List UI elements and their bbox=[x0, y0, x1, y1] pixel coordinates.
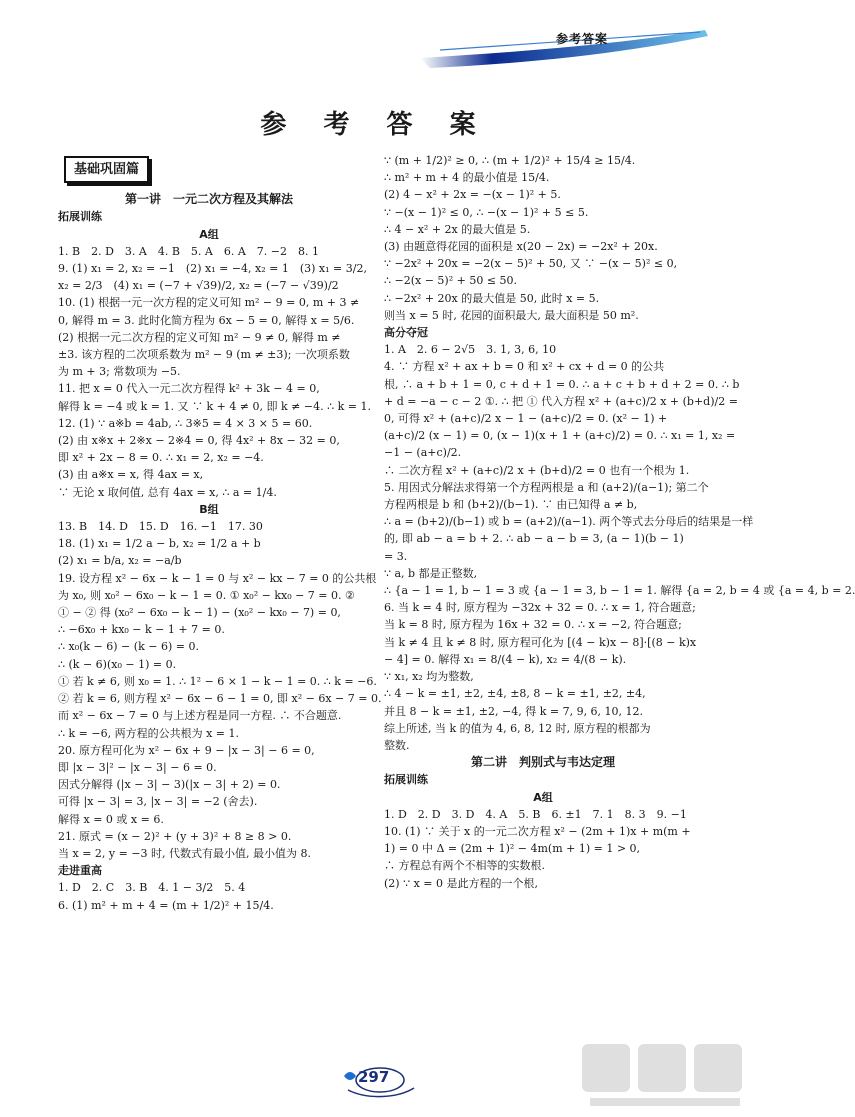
left_column-line: B组 bbox=[199, 502, 219, 516]
left_column-line: 6. (1) m² + m + 4 = (m + 1/2)² + 15/4. bbox=[58, 898, 274, 912]
right_column-line: 则当 x = 5 时, 花园的面积最大, 最大面积是 50 m². bbox=[384, 308, 639, 322]
left_column-line: 为 m + 3; 常数项为 −5. bbox=[58, 365, 181, 379]
left_column-line: (2) 根据一元二次方程的定义可知 m² − 9 ≠ 0, 解得 m ≠ bbox=[58, 330, 341, 344]
left_column-line: (2) x₁ = b/a, x₂ = −a/b bbox=[58, 554, 182, 568]
left_column-line: ∴ (k − 6)(x₀ − 1) = 0. bbox=[58, 657, 177, 671]
page-title: 参 考 答 案 bbox=[260, 110, 490, 140]
right_column-line: ∴ a = (b+2)/(b−1) 或 b = (a+2)/(a−1). 两个等式去分母后的结果是一样 bbox=[384, 515, 754, 529]
left_column-line: 即 x² + 2x − 8 = 0. ∴ x₁ = 2, x₂ = −4. bbox=[58, 451, 264, 465]
right_column-line: 1) = 0 中 Δ = (2m + 1)² − 4m(m + 1) = 1 > 0, bbox=[384, 842, 641, 856]
left_column-line: 第一讲 一元二次方程及其解法 bbox=[124, 192, 293, 207]
right_column-line: 当 k ≠ 4 且 k ≠ 8 时, 原方程可化为 [(4 − k)x − 8]·[(8 − k)x bbox=[384, 635, 697, 649]
left_column-line: 12. (1) ∵ a※b = 4ab, ∴ 3※5 = 4 × 3 × 5 = 60. bbox=[58, 416, 313, 430]
right_column-line: 综上所述, 当 k 的值为 4, 6, 8, 12 时, 原方程的根都为 bbox=[384, 721, 651, 735]
left_column-line: A组 bbox=[199, 227, 219, 241]
right_column-line: ∴ 4 − k = ±1, ±2, ±4, ±8, 8 − k = ±1, ±2, ±4, bbox=[384, 687, 646, 701]
left_column-line: 可得 |x − 3| = 3, |x − 3| = −2 (舍去). bbox=[58, 795, 258, 809]
left_column-line: 9. (1) x₁ = 2, x₂ = −1 (2) x₁ = −4, x₂ = 1 (3) x₁ = 3/2, bbox=[58, 262, 367, 276]
left_column-line: 为 x₀, 则 x₀² − 6x₀ − k − 1 = 0. ① x₀² − kx₀ − 7 = 0. ② bbox=[58, 588, 355, 602]
left_column-line: ∵ 无论 x 取何值, 总有 4ax = x, ∴ a = 1/4. bbox=[58, 485, 277, 499]
left_column-line: ① − ② 得 (x₀² − 6x₀ − k − 1) − (x₀² − kx₀ − 7) = 0, bbox=[58, 606, 341, 620]
right_column-line: ∵ −(x − 1)² ≤ 0, ∴ −(x − 1)² + 5 ≤ 5. bbox=[384, 205, 589, 219]
left_column-line: 13. B 14. D 15. D 16. −1 17. 30 bbox=[58, 520, 263, 534]
header-band bbox=[0, 0, 750, 80]
right_column-line: ∵ (m + 1/2)² ≥ 0, ∴ (m + 1/2)² + 15/4 ≥ 15/4. bbox=[384, 154, 636, 167]
left_column-line: ① 若 k ≠ 6, 则 x₀ = 1. ∴ 1² − 6 × 1 − k − 1 = 0. ∴ k = −6. bbox=[58, 674, 377, 688]
right_column-line: 6. 当 k = 4 时, 原方程为 −32x + 32 = 0. ∴ x = 1, 符合题意; bbox=[384, 601, 696, 615]
left_column-line: 0, 解得 m = 3. 此时化简方程为 6x − 5 = 0, 解得 x = 5/6. bbox=[58, 313, 355, 327]
left_column-line: 19. 设方程 x² − 6x − k − 1 = 0 与 x² − kx − 7 = 0 的公共根 bbox=[58, 571, 377, 585]
right_column-line: 10. (1) ∵ 关于 x 的一元二次方程 x² − (2m + 1)x + m(m + bbox=[384, 824, 691, 838]
page-number-badge bbox=[338, 1062, 418, 1102]
left_column-line: 20. 原方程可化为 x² − 6x + 9 − |x − 3| − 6 = 0, bbox=[58, 743, 315, 757]
header-tag: 参考答案 bbox=[556, 32, 609, 46]
right_column-line: 1. A 2. 6 − 2√5 3. 1, 3, 6, 10 bbox=[384, 343, 557, 357]
left_column-line: 而 x² − 6x − 7 = 0 与上述方程是同一方程. ∴ 不合题意. bbox=[58, 709, 342, 723]
right_column-line: (3) 由题意得花园的面积是 x(20 − 2x) = −2x² + 20x. bbox=[384, 240, 658, 254]
left_column-line: 1. D 2. C 3. B 4. 1 − 3/2 5. 4 bbox=[58, 881, 246, 895]
right_column-line: A组 bbox=[533, 790, 553, 804]
left_column-line: ∴ −6x₀ + kx₀ − k − 1 + 7 = 0. bbox=[58, 623, 225, 637]
right_column-line: ∵ a, b 都是正整数, bbox=[384, 566, 478, 580]
right_column-line: (a+c)/2 (x − 1) = 0, (x − 1)(x + 1 + (a+c)/2) = 0. ∴ x₁ = 1, x₂ = bbox=[384, 429, 736, 443]
right_column-line: 第二讲 判别式与韦达定理 bbox=[470, 755, 615, 770]
right_column-line: 拓展训练 bbox=[384, 773, 428, 787]
right_column-line: ∴ 二次方程 x² + (a+c)/2 x + (b+d)/2 = 0 也有一个根为 1. bbox=[384, 463, 690, 477]
left_column-line: 当 x = 2, y = −3 时, 代数式有最小值, 最小值为 8. bbox=[58, 846, 312, 860]
left_column-line: (2) 由 x※x + 2※x − 2※4 = 0, 得 4x² + 8x − 32 = 0, bbox=[58, 434, 340, 448]
right_column-line: 5. 用因式分解法求得第一个方程两根是 a 和 (a+2)/(a−1); 第二个 bbox=[384, 480, 709, 494]
left_column-line: 18. (1) x₁ = 1/2 a − b, x₂ = 1/2 a + b bbox=[58, 537, 261, 551]
right_column-line: 的, 即 ab − a = b + 2. ∴ ab − a − b = 3, (a − 1)(b − 1) bbox=[384, 532, 684, 546]
left_column-line: ∴ x₀(k − 6) − (k − 6) = 0. bbox=[58, 640, 199, 654]
right_column-line: ∴ {a − 1 = 1, b − 1 = 3 或 {a − 1 = 3, b − 1 = 1. 解得 {a = 2, b = 4 或 {a = 4, b = 2. bbox=[384, 584, 855, 598]
left_column-line: 解得 x = 0 或 x = 6. bbox=[58, 812, 164, 826]
left_column-line: 即 |x − 3|² − |x − 3| − 6 = 0. bbox=[58, 760, 217, 774]
right_column-line: ∴ −2x² + 20x 的最大值是 50, 此时 x = 5. bbox=[384, 291, 600, 305]
right_column-line: = 3. bbox=[384, 549, 408, 563]
right_column-line: 整数. bbox=[384, 738, 410, 752]
section-box: 基础巩固篇 bbox=[64, 156, 149, 183]
right_column-line: (2) 4 − x² + 2x = −(x − 1)² + 5. bbox=[384, 188, 561, 202]
watermark-logo-icon bbox=[580, 1040, 745, 1110]
right_column-line: 当 k = 8 时, 原方程为 16x + 32 = 0. ∴ x = −2, 符合题意; bbox=[384, 618, 682, 632]
right_column-line: 并且 8 − k = ±1, ±2, −4, 得 k = 7, 9, 6, 10, 12. bbox=[384, 704, 644, 718]
page-number: 297 bbox=[358, 1068, 390, 1086]
left_column-line: ±3. 该方程的二次项系数为 m² − 9 (m ≠ ±3); 一次项系数 bbox=[58, 348, 350, 362]
right_column-line: 4. ∵ 方程 x² + ax + b = 0 和 x² + cx + d = 0 的公共 bbox=[384, 360, 665, 374]
left_column-line: ② 若 k = 6, 则方程 x² − 6x − 6 − 1 = 0, 即 x² − 6x − 7 = 0. bbox=[58, 692, 382, 706]
left_column-line: 因式分解得 (|x − 3| − 3)(|x − 3| + 2) = 0. bbox=[58, 778, 281, 792]
left-column bbox=[58, 150, 382, 914]
right_column-line: + d = −a − c − 2 ①. ∴ 把 ① 代入方程 x² + (a+c)/2 x + (b+d)/2 = bbox=[384, 394, 738, 408]
right_column-line: 0, 可得 x² + (a+c)/2 x − 1 − (a+c)/2 = 0. (x² − 1) + bbox=[384, 412, 668, 426]
left_column-line: 拓展训练 bbox=[58, 210, 102, 224]
right_column-line: ∴ 4 − x² + 2x 的最大值是 5. bbox=[384, 222, 531, 236]
left_column-line: ∴ k = −6, 两方程的公共根为 x = 1. bbox=[58, 726, 239, 740]
right_column-line: ∴ −2(x − 5)² + 50 ≤ 50. bbox=[384, 274, 518, 288]
right_column-line: ∵ x₁, x₂ 均为整数, bbox=[384, 670, 474, 684]
right_column-line: (2) ∵ x = 0 是此方程的一个根, bbox=[384, 876, 538, 890]
right_column-line: 根, ∴ a + b + 1 = 0, c + d + 1 = 0. ∴ a + c + b + d + 2 = 0. ∴ b bbox=[384, 377, 740, 391]
right_column-line: 1. D 2. D 3. D 4. A 5. B 6. ±1 7. 1 8. 3 9. −1 bbox=[384, 807, 687, 821]
right_column-line: ∵ −2x² + 20x = −2(x − 5)² + 50, 又 ∵ −(x − 5)² ≤ 0, bbox=[384, 257, 678, 271]
left_column-line: 10. (1) 根据一元一次方程的定义可知 m² − 9 = 0, m + 3 ≠ bbox=[58, 296, 360, 310]
right-column bbox=[384, 152, 855, 892]
left_column-line: 走进重高 bbox=[58, 864, 102, 878]
right_column-line: ∴ m² + m + 4 的最小值是 15/4. bbox=[384, 171, 550, 185]
right_column-line: − 4] = 0. 解得 x₁ = 8/(4 − k), x₂ = 4/(8 − k). bbox=[384, 652, 627, 666]
left_column-line: x₂ = 2/3 (4) x₁ = (−7 + √39)/2, x₂ = (−7 − √39)/2 bbox=[58, 279, 339, 293]
left_column-line: 解得 k = −4 或 k = 1. 又 ∵ k + 4 ≠ 0, 即 k ≠ −4. ∴ k = 1. bbox=[58, 399, 371, 413]
left_column-line: (3) 由 a※x = x, 得 4ax = x, bbox=[58, 468, 204, 482]
right_column-line: −1 − (a+c)/2. bbox=[384, 446, 462, 460]
right_column-line: 方程两根是 b 和 (b+2)/(b−1). ∵ 由已知得 a ≠ b, bbox=[384, 498, 638, 512]
right_column-line: ∴ 方程总有两个不相等的实数根. bbox=[384, 859, 545, 873]
left_column-line: 21. 原式 = (x − 2)² + (y + 3)² + 8 ≥ 8 > 0. bbox=[58, 829, 292, 843]
left_column-line: 11. 把 x = 0 代入一元二次方程得 k² + 3k − 4 = 0, bbox=[58, 382, 320, 396]
left_column-line: 1. B 2. D 3. A 4. B 5. A 6. A 7. −2 8. 1 bbox=[58, 244, 319, 258]
right_column-line: 高分夺冠 bbox=[384, 326, 428, 340]
